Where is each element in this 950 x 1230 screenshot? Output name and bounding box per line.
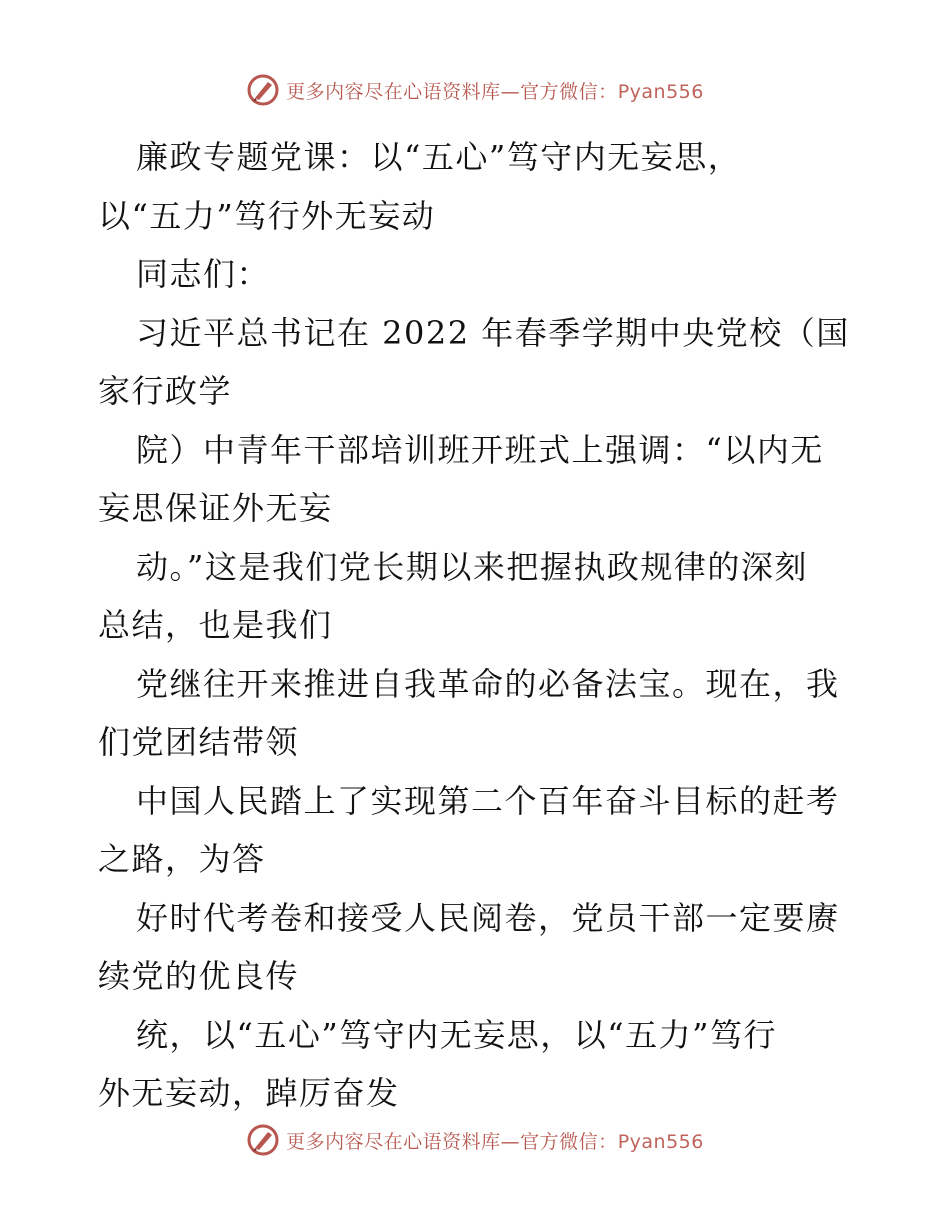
banner-dash: —	[500, 1130, 521, 1153]
text-line: 以“五力”笃行外无妄动	[98, 196, 436, 235]
text-line: 统，以“五心”笃守内无妄思，以“五力”笃行	[136, 1015, 777, 1054]
text-line: 外无妄动，踔厉奋发	[98, 1074, 400, 1112]
text-line: 院）中青年干部培训班开班式上强调：“以内无	[136, 430, 824, 469]
text-line: 中国人民踏上了实现第二个百年奋斗目标的赶考	[136, 781, 840, 820]
banner-official-label: 官方微信：	[520, 1130, 618, 1153]
pen-logo-icon	[246, 73, 280, 107]
banner-text	[286, 77, 704, 104]
text-line: 妄思保证外无妄	[98, 489, 333, 527]
banner-site-name: 更多内容尽在心语资料库	[286, 80, 501, 103]
banner-site-name: 更多内容尽在心语资料库	[286, 1130, 501, 1153]
text-line: 党继往开来推进自我革命的必备法宝。现在，我	[136, 664, 840, 703]
text-line: 习近平总书记在 2022 年春季学期中央党校（国	[136, 313, 850, 352]
header-banner	[0, 70, 950, 110]
text-line: 同志们：	[136, 255, 271, 293]
footer-banner	[0, 1120, 950, 1160]
banner-text	[286, 1127, 704, 1154]
banner-official-label: 官方微信：	[520, 80, 618, 103]
text-line: 家行政学	[98, 372, 233, 410]
banner-dash: —	[500, 80, 521, 103]
text-line: 续党的优良传	[98, 957, 300, 995]
text-line: 们党团结带领	[98, 723, 300, 761]
text-line: 之路，为答	[98, 840, 266, 878]
banner-wechat-id: Pyan556	[617, 1130, 704, 1153]
banner-wechat-id: Pyan556	[617, 80, 704, 103]
text-line: 好时代考卷和接受人民阅卷，党员干部一定要赓	[136, 898, 840, 937]
pen-logo-icon	[246, 1123, 280, 1157]
document-body	[98, 128, 858, 1123]
text-line: 总结，也是我们	[98, 606, 333, 644]
text-line: 廉政专题党课：以“五心”笃守内无妄思，	[136, 138, 742, 176]
text-line: 动。”这是我们党长期以来把握执政规律的深刻	[136, 547, 808, 586]
